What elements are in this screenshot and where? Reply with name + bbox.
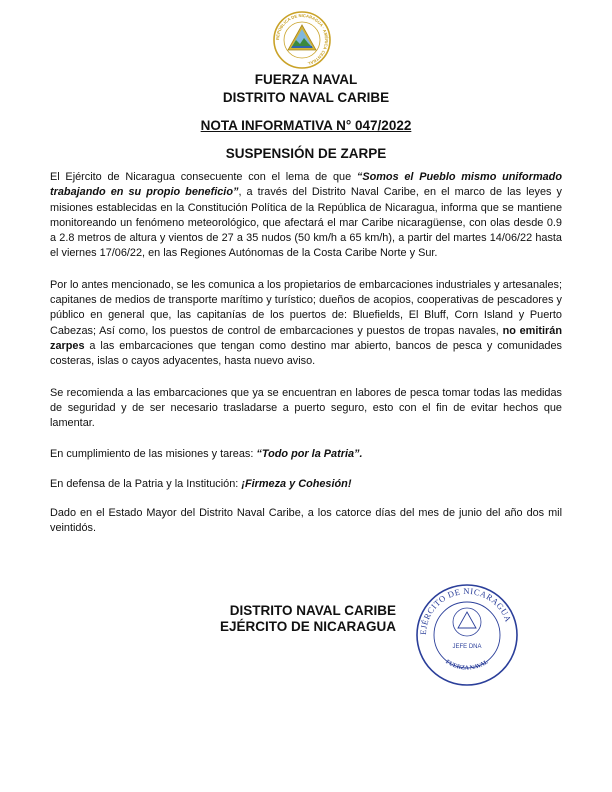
header-fuerza-naval: FUERZA NAVAL xyxy=(254,72,358,87)
paragraph-6: Dado en el Estado Mayor del Distrito Naval Caribe, a los catorce días del mes de junio del año dos mil veintidós. xyxy=(50,507,562,535)
svg-text:FUERZA NAVAL xyxy=(444,659,489,671)
stamp-ring-text: EJÉRCITO DE NICARAGUA xyxy=(417,585,514,636)
paragraph-5 xyxy=(50,477,562,492)
stamp-inner-text: JEFE DNA xyxy=(452,644,482,650)
p2-bold-no-zarpes: no emitirán zarpes xyxy=(50,324,562,352)
note-title: NOTA INFORMATIVA N° 047/2022 xyxy=(200,118,412,133)
seal-ring-text: REPÚBLICA DE NICARAGUA · AMÉRICA CENTRAL xyxy=(274,12,330,67)
paragraph-3: Se recomienda a las embarcaciones que ya se encuentran en labores de pesca tomar todas las medidas de seguridad y de ser necesario trasladarse a puerto seguro, esto con el fin de evitar hechos que lamentar. xyxy=(50,386,562,430)
paragraph-2 xyxy=(50,278,562,370)
p5-text-a: En defensa de la Patria y la Institución: xyxy=(50,477,242,490)
signature-line-2: EJÉRCITO DE NICARAGUA xyxy=(219,619,396,634)
stamp-bottom-text: FUERZA NAVAL xyxy=(444,659,490,672)
paragraph-1 xyxy=(50,170,562,262)
p4-text-a: En cumplimiento de las misiones y tareas: xyxy=(50,448,257,461)
nicaragua-coat-of-arms-seal xyxy=(272,10,332,70)
p1-text-b: , a través del Distrito Naval Caribe, en el marco de las leyes y misiones establecidas en la Constitución Política de la República de Nicaragua, informa que se mantiene monitoreando un fenómeno meteorológico, que afectará el mar Caribe nicaragüense, con olas desde 0.9 a 2.8 metros de altura y vientos de 27 a 35 nudos (50 km/h a 65 km/h), a partir del martes 14/06/22 hasta el viernes 17/06/22, en las Regiones Autónomas de la Costa Caribe Norte y Sur. xyxy=(50,186,562,260)
p1-text-a: El Ejército de Nicaragua consecuente con el lema de que xyxy=(50,171,357,183)
header-distrito-naval: DISTRITO NAVAL CARIBE xyxy=(222,90,390,105)
note-subject: SUSPENSIÓN DE ZARPE xyxy=(225,146,387,161)
signature-line-1: DISTRITO NAVAL CARIBE xyxy=(229,603,396,618)
p4-quote: “Todo por la Patria”. xyxy=(256,448,363,461)
p2-text-a: Por lo antes mencionado, se les comunica a los propietarios de embarcaciones industriales y artesanales; capitanes de medios de transporte marítimo y turístico; dueños de acopios, cooperativas de pescadores y público en general que, las capitanías de los puertos de: Bluefields, El Bluff, Corn Island y Puerto Cabezas; Así como, los puestos de control de embarcaciones y puestos de tropas navales, xyxy=(50,278,562,337)
p5-quote: ¡Firmeza y Cohesión! xyxy=(241,477,352,490)
paragraph-4 xyxy=(50,447,562,462)
p2-text-b: a las embarcaciones que tengan como destino mar abierto, bancos de pesca y comunidades costeras, islas o cayos adyacentes, hasta nuevo aviso. xyxy=(50,339,562,368)
p1-motto-quote: “Somos el Pueblo mismo uniformado trabajando en su propio beneficio” xyxy=(50,171,562,199)
document-body xyxy=(50,170,562,553)
official-stamp xyxy=(412,580,522,690)
signature-block xyxy=(196,603,396,635)
